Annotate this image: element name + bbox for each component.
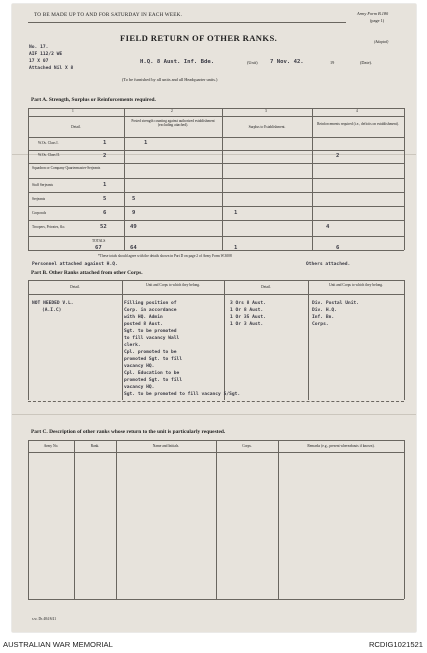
part-b-unit-line: to fill vacancy Wall [124, 336, 180, 341]
paper-fold [12, 414, 416, 415]
part-c-header: Army No. [43, 444, 59, 448]
part-b-unit-line: vacancy HQ. [124, 385, 155, 390]
archive-name: AUSTRALIAN WAR MEMORIAL [3, 640, 113, 649]
table-rule [122, 280, 123, 400]
row-value: 2 [103, 153, 107, 159]
part-b-unit-line: Corp. in accordance [124, 308, 177, 313]
part-b-unit-line: promoted Sgt. to fill [124, 378, 183, 383]
row-rule [28, 163, 404, 164]
part-c-header: Name and Initials. [152, 444, 180, 448]
typed-reference: AIF 112/2 WE [29, 52, 63, 57]
typed-others-attached: Others attached. [306, 262, 351, 267]
part-b-header: Unit and Corps to which they belong. [329, 283, 383, 287]
unit-label: (Unit) [247, 60, 258, 65]
army-form-number: Army Form B.180 [357, 11, 389, 16]
row-value: 1 [103, 140, 107, 146]
table-rule [116, 440, 117, 599]
part-b-right-detail: 3 Ors 8 Aust. [230, 301, 266, 306]
row-label: Squadron or Company Quartermaster-Serjeants [32, 166, 101, 170]
table-rule [28, 108, 404, 109]
part-a-title: Part A. Strength, Surplus or Reinforcements required. [31, 97, 156, 103]
row-value: 4 [326, 224, 330, 230]
col-number: 4 [356, 109, 358, 113]
part-b-right-unit: Div. H.Q. [312, 308, 337, 313]
row-rule [28, 220, 404, 221]
table-rule [28, 137, 404, 138]
table-rule [74, 440, 75, 599]
part-b-right-detail: 1 Or 35 Aust. [230, 315, 266, 320]
col-header-detail: Detail. [71, 125, 81, 129]
part-b-header: Unit and Corps to which they belong. [146, 283, 200, 287]
part-b-title: Part B. Other Ranks attached from other Corps. [31, 270, 143, 276]
table-rule [278, 440, 279, 599]
col-header-reinforcements: Reinforcements required (i.e., deficits on establishment). [317, 122, 399, 126]
part-b-header: Detail. [70, 285, 80, 289]
paper-fold [12, 154, 416, 155]
row-value: 6 [103, 210, 107, 216]
part-b-unit-line: Sgt. to be promoted [124, 329, 177, 334]
typed-reference: Attached Nil X 8 [29, 66, 74, 71]
part-b-unit-line: with HQ. Admin [124, 315, 163, 320]
row-rule [28, 206, 404, 207]
part-c-title: Part C. Description of other ranks whose return to the unit is particularly requested. [31, 429, 226, 435]
table-rule [404, 280, 405, 400]
table-rule [28, 280, 404, 281]
part-b-detail: NOT NEEDED V.L. [32, 301, 74, 306]
table-rule [216, 440, 217, 599]
row-value: 5 [103, 196, 107, 202]
row-rule [28, 192, 404, 193]
col-number: 3 [265, 109, 267, 113]
form-title: FIELD RETURN OF OTHER RANKS. [120, 33, 278, 43]
table-rule [28, 116, 404, 117]
unit-value: H.Q. 8 Aust. Inf. Bde. [140, 59, 215, 65]
row-label: W.Os. Class II. [38, 153, 60, 157]
part-c-header: Rank. [90, 444, 100, 448]
row-label: Serjeants [32, 197, 46, 201]
part-b-header: Detail. [261, 285, 271, 289]
table-rule [404, 108, 405, 250]
part-b-right-detail: 1 Or 8 Aust. [230, 308, 264, 313]
row-value: 1 [234, 210, 238, 216]
part-b-unit-line: Filling position of [124, 301, 177, 306]
part-b-right-unit: Div. Postal Unit. [312, 301, 360, 306]
form-sheet [12, 4, 416, 632]
part-c-header: Corps. [242, 444, 252, 448]
row-label: Corporals [32, 211, 47, 215]
part-b-unit-line: posted 8 Aust. [124, 322, 163, 327]
part-b-unit-line: clerk. [124, 343, 141, 348]
row-value: 52 [100, 224, 107, 230]
form-code: s.w. Ds 484 8/41 [32, 617, 57, 621]
table-rule [28, 280, 29, 400]
table-rule [28, 294, 404, 295]
row-rule [28, 150, 404, 151]
col-header-surplus: Surplus to Establishment. [248, 125, 286, 129]
furnished-note: (To be furnished by all units and all Headquarter units.) [122, 77, 218, 82]
typed-reference: No. 17. [29, 45, 49, 50]
row-label: Staff Serjeants [32, 183, 53, 187]
row-value: 1 [103, 182, 107, 188]
typed-attached-against: Personnel attached against H.Q. [32, 262, 118, 267]
part-b-right-unit: Inf. Bn. [312, 315, 335, 320]
table-rule [308, 280, 309, 400]
row-rule [28, 236, 404, 237]
part-b-unit-line: vacancy HQ. [124, 364, 155, 369]
totals-value: 64 [130, 245, 137, 251]
adapted-note: (Adapted) [374, 40, 389, 44]
totals-value: 6 [336, 245, 340, 251]
table-rule [28, 440, 29, 599]
row-value: 2 [336, 153, 340, 159]
row-value: 5 [132, 196, 136, 202]
part-b-unit-line: Cpl. Education to be [124, 371, 180, 376]
totals-label: TOTALS [92, 239, 106, 243]
part-b-unit-line: Sgt. to be promoted to fill vacancy S/Sgt. [124, 392, 241, 397]
totals-value: 1 [234, 245, 238, 251]
row-value: 1 [144, 140, 148, 146]
row-value: 9 [132, 210, 136, 216]
archive-id: RCDIG1021521 [368, 640, 423, 649]
col-number: 2 [171, 109, 173, 113]
totals-value: 67 [95, 245, 102, 251]
table-rule [124, 108, 125, 250]
table-rule [224, 280, 225, 400]
row-label: Troopers, Privates, &c. [32, 225, 66, 229]
date-year-prefix: 19 [330, 60, 335, 65]
table-rule [312, 108, 313, 250]
part-b-right-detail: 1 Or 3 Aust. [230, 322, 264, 327]
row-rule [28, 178, 404, 179]
row-label: W.Os. Class I. [38, 141, 59, 145]
part-b-unit-line: promoted Sgt. to fill [124, 357, 183, 362]
table-rule [404, 440, 405, 599]
table-rule [28, 250, 404, 251]
part-b-right-unit: Corps. [312, 322, 329, 327]
totals-footnote: *These totals should agree with the details shown in Part D on page 2 of Army Form W.3008 [98, 254, 232, 258]
row-value: 49 [130, 224, 137, 230]
part-b-dashed-rule [28, 401, 404, 402]
part-b-unit-line: Cpl. promoted to be [124, 350, 177, 355]
table-rule [28, 599, 404, 600]
form-instruction: TO BE MADE UP TO AND FOR SATURDAY IN EACH WEEK. [34, 12, 183, 18]
date-value: 7 Nov. 42. [270, 59, 304, 65]
page-reference: (page 1) [370, 18, 385, 23]
header-rule [28, 22, 346, 23]
part-b-detail: (A.I.C) [42, 308, 62, 313]
part-c-header: Remarks (e.g., present whereabouts if known). [307, 444, 375, 448]
col-header-posted: Posted strength counting against authorized establishment (excluding attached). [131, 119, 215, 128]
typed-reference: 17 X 07 [29, 59, 49, 64]
archive-footer [0, 636, 427, 653]
date-label: (Date). [360, 60, 373, 65]
col-number: 1 [72, 109, 74, 113]
